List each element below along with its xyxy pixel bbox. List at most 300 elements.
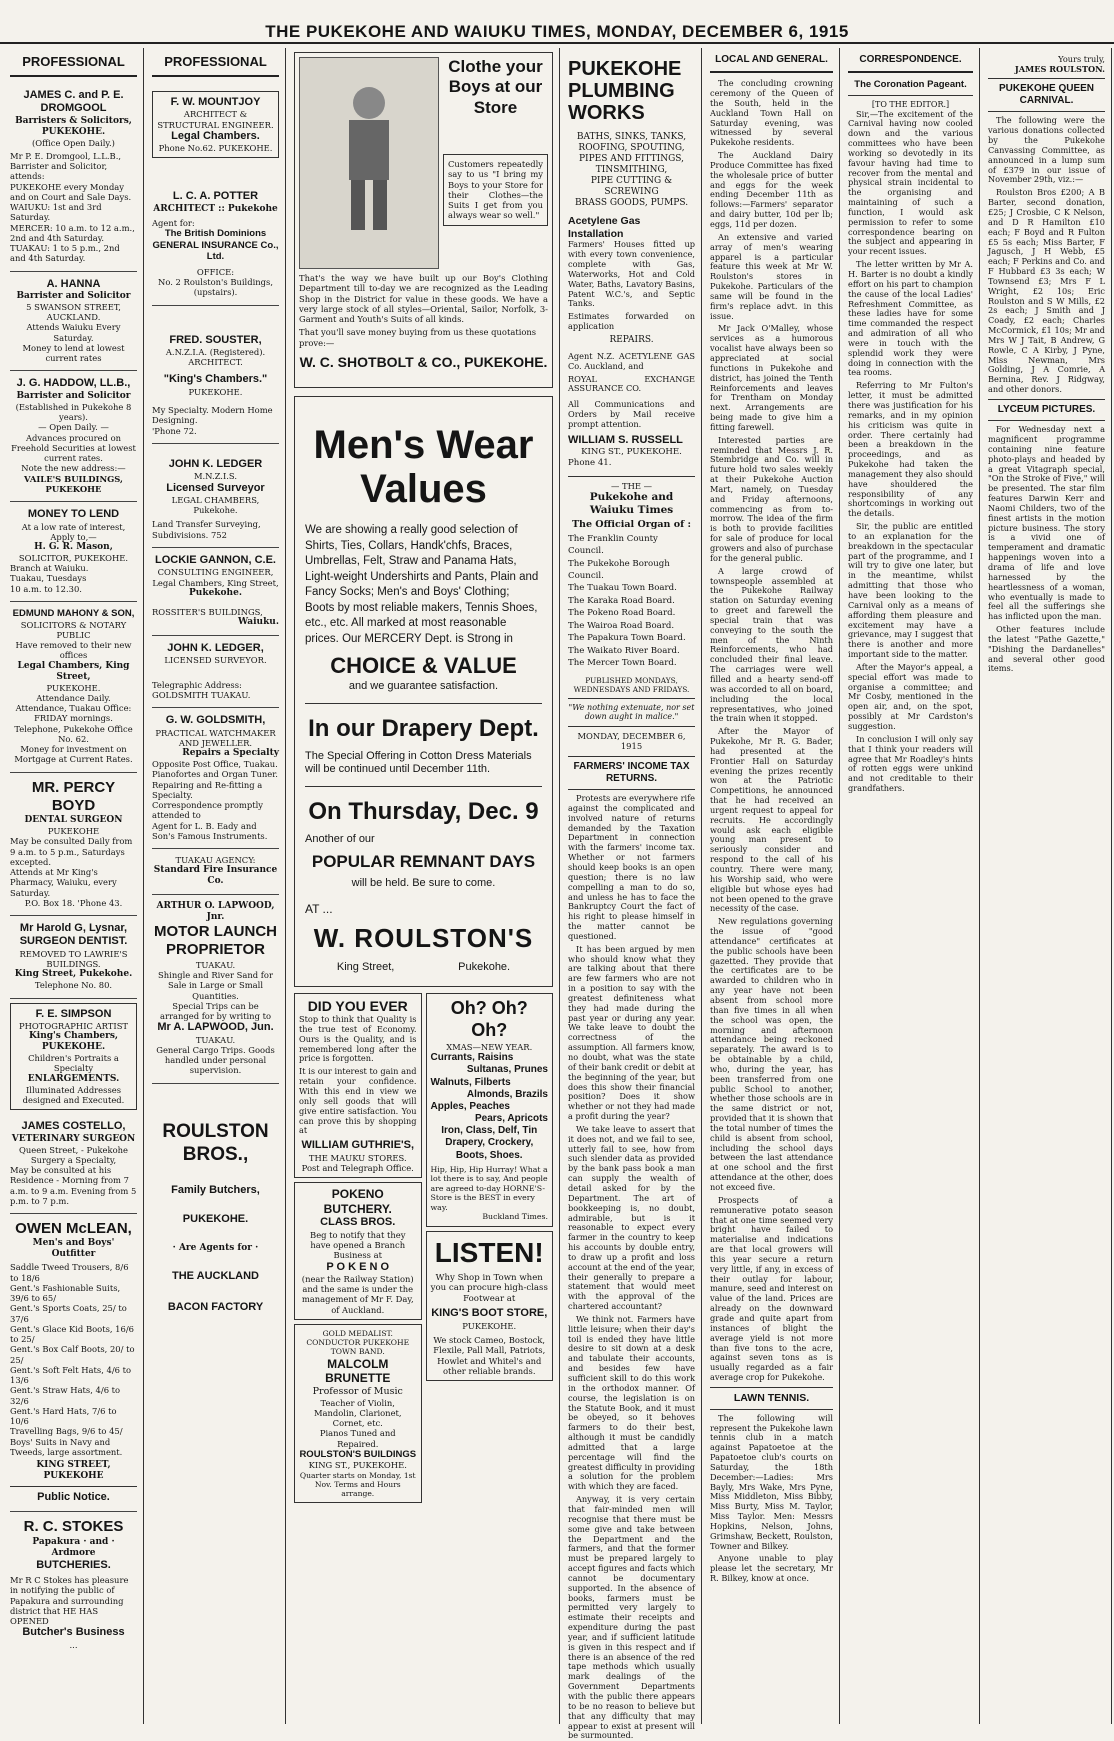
goods-item: Sultanas, Prunes (466, 1064, 548, 1076)
masthead-title: THE PUKEKOHE AND WAIUKU TIMES, MONDAY, DECEMBER 6, 1915 (265, 22, 849, 41)
ad-line: Agent for: (152, 217, 195, 228)
ad-name: Public Notice. (37, 1490, 110, 1503)
ad-body: Another of our (305, 832, 375, 845)
organ-item: The Mercer Town Board. (568, 658, 677, 669)
ad-sub: Licensed Surveyor (166, 481, 265, 494)
ad-line: 5 SWANSON STREET, AUCKLAND. (26, 301, 121, 323)
ad-lapwood (152, 895, 279, 1083)
ad-line: PUKEKOHE (47, 826, 100, 837)
ad-line: Money for investment on Mortgage at Current Rates. (14, 744, 133, 765)
ad-sub: Barristers & Solicitors, (15, 115, 132, 126)
organ-item: The Pokeno Road Board. (568, 608, 676, 619)
ad-body: We are showing a really good selection of Shirts, Ties, Collars, Handk'chfs, Braces, Umbrellas, Felt, Straw and Panama Hats, Light-weight Undershirts and Pants, Plain and Fancy Socks; Men's and Boys' Clothing; Boots by most reliable makers, Tennis Shoes, etc., etc. All marked at most reasonable prices. Our MERCERY Dept. is Strong in (305, 524, 539, 645)
ad-body: That's the way we have built up our Boy's Clothing Department till to-day we are recognized as the Leading Shop in the District for value in these goods. We have a very large stock of all styles—Oriental, Sailor, Norfolk, 3-Garment and Youth's Suits of all kinds. (299, 273, 548, 324)
ad-line: Illuminated Addresses designed and Executed. (22, 1084, 125, 1105)
ad-pokeno (294, 1182, 422, 1320)
ad-line: No. 2 Roulston's Buildings, (upstairs). (158, 277, 273, 298)
ad-line: ARCHITECT. (188, 357, 243, 368)
column-local-general (704, 48, 840, 1724)
ad-line: WAIUKU: 1st and 3rd Saturday. (10, 202, 102, 223)
letter-signature: JAMES ROULSTON. (1014, 64, 1105, 74)
ad-name: F. E. SIMPSON (35, 1007, 112, 1020)
letter-paragraph: Sir, the public are entitled to an explanation for the breakdown in the spectacular part of the programme, and I will try to give one later, but in the meantime, whilst admitting that those who have been looking to the Carnival only as a means of affording them pleasure and excitement may have a grievance, may I suggest that there is another and more important side to the matter. (848, 521, 973, 660)
ad-line: Children's Portraits a Specialty (28, 1053, 119, 1074)
lyceum-paragraph: For Wednesday next a magnificent programme containing nine feature photo-plays and headed by a great Vitagraph special, "On the Stroke of Five," will be presented. The star film features Darwin Kerr and Naomi Childers, two of the finest artists in the motion picture business. The story is a vivid one of temperament and dramatic happenings woven into a drama of life and love harnessed by the heartlessness of a woman, who eventually is made to feel all the sufferings she has inflicted upon the man. (988, 424, 1105, 622)
ad-line: ROOFING, SPOUTING, (578, 142, 685, 153)
ad-line: ARCHITECT & STRUCTURAL ENGINEER. (157, 109, 274, 130)
ad-line: PIPE CUTTING & SCREWING (590, 175, 673, 197)
column-correspondence (842, 48, 980, 1724)
ad-body: All Communications and Orders by Mail receive prompt attention. (568, 399, 695, 429)
ad-sub: P O K E N O (326, 1260, 390, 1273)
price-item: Gent.'s Soft Felt Hats, 4/6 to 13/6 (10, 1364, 132, 1386)
news-paragraph: The following will represent the Pukekohe lawn tennis club in a match against Papatoetoe at the Papatoetoe club's courts on Saturday, the 18th December:—Ladies: Mrs Bayly, Mrs Wake, Mrs Pyne, Miss Middleton, Miss Bibby, Miss Burty, Miss M. Taylor, Miss Taylor. Men: Messrs Hopkins, Nelson, Johns, Grimshaw, Beckett, Roulston, Towner and Bilkey. (710, 1412, 833, 1551)
ad-sub: "King's Chambers." (163, 373, 268, 386)
ad-sub: Papakura · and · Ardmore (32, 1536, 115, 1558)
ad-percy-boyd (10, 773, 137, 917)
news-paragraph: New regulations governing the issue of "good attendance" certificates at the public schools have been gazetted. They provide that the certificates are to be awarded to children who in any year have not been absent from school more than five times in all when the school was open, the morning and afternoon attendance being reckoned separately. The award is to be obtainable by a child, who, during the year, has been transferred from one public School to another, whether those schools are in the same district or not, provided that it is shown that the total number of times the child is absent from school, including the school days between the last attendance at one school and the first attendance at the other, does not exceed five. (710, 916, 833, 1192)
goods-item: Walnuts, Filberts (430, 1076, 511, 1088)
ad-sub: ROULSTON'S BUILDINGS (299, 1448, 417, 1460)
ad-body: The Special Offering in Cotton Dress Materials will be continued until December 11th. (305, 749, 532, 776)
ad-line: Telephone No. 80. (34, 980, 113, 991)
ad-name: G. W. GOLDSMITH, (165, 714, 266, 727)
ad-firm: W. ROULSTON'S (313, 922, 534, 953)
ad-guthrie (294, 993, 422, 1178)
letter-paragraph: After the Mayor's appeal, a special effort was made to organise a committee; and Mr Cosby, mentioned in the open air, and, on the spot, possibly at Mr Cardston's suggestion. (848, 661, 973, 731)
ad-line: Phone No.62. PUKEKOHE. (158, 143, 273, 154)
ad-firm: WILLIAM GUTHRIE'S, (301, 1139, 415, 1152)
section-heading: LAWN TENNIS. (733, 1391, 810, 1404)
ad-line: M.N.Z.I.S. (193, 471, 238, 482)
ad-line: ... (69, 1639, 78, 1650)
editorial-paragraph: Protests are everywhere rife against the complicated and involved nature of returns demanded by the Taxation Department in connection with the farmers' income tax. Whether or not farmers should keep books is an open question; there is no law compelling a man to do so, and unless he has to face the Bankruptcy Court the fact of his right to please himself in the matter cannot be questioned. (568, 793, 695, 941)
ad-line: TUAKAU. (195, 1034, 236, 1045)
organ-item: The Pukekohe Borough Council. (568, 558, 670, 581)
ad-line: Phone 41. (568, 457, 612, 468)
price-list (10, 1262, 137, 1457)
ad-mountjoy (152, 91, 279, 159)
news-paragraph: Mr Jack O'Malley, whose services as a humorous vocalist have always been so appreciated at social functions in Pukekohe and district, has joined the Tenth Reinforcements and leaves for Trentham on Monday next. Arrangements are being made to give him a fitting farewell. (710, 323, 833, 432)
ad-shotbolt (294, 52, 553, 388)
ad-body: Agent N.Z. ACETYLENE GAS Co. Auckland, and (568, 350, 695, 371)
ad-body: Stop to think that Quality is the true test of Economy. Ours is the Quality, and is remembered long after the price is forgotten. (299, 1014, 417, 1064)
news-paragraph: Prospects of a remunerative potato season that at one time seemed very bright have failed to materialise and indications are that local growers will this year secure a return very little, if any, in excess of their outlay for labour, manure, seed and interest on value of the land. Prices are already on the downward grade and quite apart from instances of blight the average yield is not more than five tons to the acre, against seven tons as is usually regarded as a fair average crop for Pukekohe. (710, 1194, 833, 1383)
ad-line: (Office Open Daily.) (32, 137, 115, 148)
ad-name: JOHN K. LEDGER, (167, 642, 264, 654)
column-head: CORRESPONDENCE. (848, 48, 973, 73)
ad-line: TUAKAU AGENCY: (175, 855, 256, 866)
ad-sub: DENTAL SURGEON (24, 815, 123, 826)
ad-headline: In our Drapery Dept. (308, 715, 539, 743)
paper-title: Pukekohe and Waiuku Times (589, 491, 674, 517)
ad-headline: Oh? Oh? Oh? (450, 998, 528, 1040)
ad-sub: H. G. R. Mason, (34, 542, 113, 553)
goods-item: Pears, Apricots (475, 1113, 548, 1125)
ad-headline: On Thursday, Dec. 9 (308, 798, 539, 826)
ad-sub: Butcher's Business (22, 1626, 125, 1639)
ad-sub: Family Butchers, (171, 1184, 260, 1196)
ad-name: F. W. MOUNTJOY (170, 95, 261, 108)
ad-sub: THE AUCKLAND (172, 1269, 259, 1282)
ad-name: OWEN McLEAN, (15, 1220, 132, 1238)
ad-line: KING ST., PUKEKOHE. (308, 1460, 407, 1471)
ad-headline: LISTEN! (434, 1236, 544, 1268)
goods-item: Almonds, Brazils (466, 1088, 548, 1100)
ad-line: My Specialty. Modern Home Designing. (152, 405, 273, 426)
news-paragraph: After the Mayor of Pukekohe, Mr R. G. Bader, had presented at the Frontier Hall on Saturday evening the prizes recently won at the Patriotic Competitions, he announced that he had received an urgent request to appeal for recruits. He accordingly would ask each eligible young man present to seriously consider and respond to the call of his country. There were many, his Worship said, who were eligible but whose eyes had not been opened to the grave necessity of the case. (710, 726, 833, 914)
ad-mahony (10, 602, 137, 773)
column-head: LOCAL AND GENERAL. (710, 48, 833, 73)
ad-potter (152, 164, 279, 305)
ad-line: BATHS, SINKS, TANKS, (576, 132, 687, 142)
ad-simpson (10, 1003, 137, 1111)
ad-line: PUKEKOHE every Monday and on Court and Sale Days. (10, 181, 132, 202)
news-paragraph: Anyone unable to play please let the secretary, Mr R. Bilkey, know at once. (710, 1553, 833, 1584)
ad-body: That you'll save money buying from us these quotations prove:— (299, 327, 537, 348)
column-head: PROFESSIONAL (10, 48, 137, 77)
ad-line: Professor of Music (312, 1385, 403, 1397)
ad-headline: POPULAR REMNANT DAYS (311, 852, 536, 872)
ad-line: TUAKAU. (195, 959, 236, 970)
ad-line: SOLICITOR, PUKEKOHE. (18, 552, 129, 563)
masthead (0, 0, 1114, 44)
ad-firm: W. C. SHOTBOLT & CO., PUKEKOHE. (299, 353, 548, 370)
ad-headline: Values (360, 467, 487, 511)
ad-name: MOTOR LAUNCH PROPRIETOR (153, 923, 278, 959)
motto: "We nothing extenuate, nor set down aught in malice." (568, 702, 695, 722)
column-head: PROFESSIONAL (152, 48, 279, 77)
ad-line: 'Phone 72. (152, 425, 197, 436)
ad-sub: PUKEKOHE. (182, 1213, 249, 1226)
ad-headline: Clothe your Boys at our Store (448, 57, 543, 117)
ad-line: Queen Street, - Pukekohe (19, 1144, 128, 1155)
ad-line: CONSULTING ENGINEER, (157, 567, 274, 578)
ad-brunette (294, 1324, 422, 1503)
organ-item: The Waikato River Board. (568, 645, 680, 656)
ad-line: Special Trips can be arranged for by writing to (159, 1000, 271, 1021)
ad-name: A. HANNA (46, 277, 101, 290)
ad-tuakau-agency (152, 849, 279, 895)
goods-item: Currants, Raisins (430, 1052, 514, 1064)
ad-line: At a low rate of interest, (21, 521, 126, 532)
ad-line: Mr R C Stokes has pleasure in notifying the public of Papakura and surrounding district that HE HAS OPENED (10, 1575, 129, 1626)
ad-goldsmith (152, 708, 279, 849)
ad-headline: Men's Wear (313, 423, 534, 467)
ad-quote: Customers repeatedly say to us "I bring my Boys to your Store for their Clothes—the Suits I get from you always wear so well." (443, 154, 548, 226)
ad-line: Money to lend at lowest current rates (22, 342, 125, 364)
news-paragraph: The Auckland Dairy Produce Committee has fixed the wholesale price of butter and eggs for the week ending December 11th as follows:—Farmers' separator and dairy butter, 10d per lb; eggs, 11d per dozen. (710, 150, 833, 229)
ad-sub: Repairs a Specialty (182, 748, 279, 759)
editorial-paragraph: We think not. Farmers have little leisure; when their day's toil is ended they have little desire to sit down at a desk and tabulate their accounts, and besides few have sufficient skill to do this work in the orthodox manner. Of course, the legislation is on the Statute Book, and it must be obeyed, so it behoves farmers to do their best, although it must be candidly admitted that a large percentage will find the greatest difficulty in providing a solution for the problem with which they are faced. (568, 1313, 695, 1492)
ad-line: XMAS—NEW YEAR. (446, 1041, 533, 1052)
price-item: Travelling Bags, 9/6 to 45/ (10, 1426, 123, 1437)
ad-body: Estimates forwarded on application (568, 311, 695, 332)
ad-gannon (152, 548, 279, 636)
ad-sub: Mr A. LAPWOOD, Jun. (157, 1021, 274, 1034)
price-item: Gent.'s Straw Hats, 4/6 to 32/6 (10, 1385, 121, 1406)
ad-line: May be consulted at his Residence - Morning from 7 a.m. to 9 a.m. Evening from 5 p.m. to 7 p.m. (10, 1165, 137, 1206)
ad-line: Shingle and River Sand for Sale in Large or Small Quantities. (158, 970, 273, 1001)
ad-body: It is our interest to gain and retain your confidence. With this end in view we only sell goods that will give entire satisfaction. You can prove this by shopping at (299, 1066, 417, 1136)
ad-roulston-menswear (294, 396, 553, 987)
price-item: Gent.'s Sports Coats, 25/ to 37/6 (10, 1303, 127, 1324)
price-item: Gent.'s Hard Hats, 7/6 to 10/6 (10, 1405, 117, 1427)
ad-line: PHOTOGRAPHIC ARTIST (18, 1021, 129, 1031)
ad-line: REPAIRS. (609, 334, 654, 345)
ad-sub: Legal Chambers. (171, 129, 260, 142)
ad-address: Pukekohe. (458, 960, 511, 973)
ad-line: May be consulted Daily from 9 a.m. to 5 p.m., Saturdays excepted. (10, 836, 133, 867)
ad-line: Mr P. E. Dromgool, L.L.B., Barrister and Solicitor, attends: (10, 150, 122, 182)
ad-roulston-bros (152, 1084, 279, 1322)
letter-paragraph: Referring to Mr Fulton's letter, it must be admitted there was justification for his remarks, and in my opinion his criticism was quite in order. There certainly had been a breakdown in the proceedings, and as Pukekohe had taken the management they also should have shouldered the responsibility of any shortcomings in working out the details. (848, 380, 973, 519)
ad-name: Mr Harold G, Lysnar, (19, 922, 128, 935)
ad-name: MONEY TO LEND (27, 508, 120, 521)
ad-line: Agent for L. B. Eady and Son's Famous Instruments. (152, 820, 268, 841)
ad-name: MR. PERCY BOYD (31, 778, 116, 814)
ad-line: Beg to notify that they have opened a Branch Business at (310, 1229, 406, 1261)
ad-name: ROULSTON BROS., (162, 1120, 269, 1165)
ad-line: Correspondence promptly attended to (152, 800, 264, 821)
publication-days: PUBLISHED MONDAYS, WEDNESDAYS AND FRIDAYS. (573, 675, 690, 694)
ad-sub: ARTHUR O. LAPWOOD, Jnr. (156, 901, 275, 923)
ad-line: KING ST., PUKEKOHE. (581, 447, 682, 458)
ad-line: VAILE'S BUILDINGS, PUKEKOHE (24, 473, 123, 494)
ad-line: Quarter starts on Monday, 1st Nov. Terms and Hours arrange. (299, 1470, 416, 1499)
letter-paragraph: The letter written by Mr A. H. Barter is no doubt a kindly effort on his part to champion the cause of the local Ladies' Refreshment Committee, as these ladies have for some time commanded the respect and admiration of all who were in touch with the splendid work they were doing in connection with the tea rooms. (848, 259, 973, 378)
organ-item: The Franklin County Council. (568, 533, 658, 557)
ad-line: Post and Telegraph Office. (301, 1162, 414, 1173)
ad-name: MALCOLM BRUNETTE (325, 1356, 391, 1386)
letter-paragraph: Sir,—The excitement of the Carnival having now cooled down and the various committees who have been working so devotedly in its favour having had time to recover from the mental and physical strain incidental to the organising and maintaining of such a function, I would ask permission to refer to some correspondence bearing on the subject and appearing in your recent issues. (848, 108, 973, 257)
ad-line: Surgery a Specialty, (30, 1154, 117, 1165)
ad-line: MERCER: 10 a.m. to 12 a.m., 2nd and 4th Saturday. (10, 222, 135, 243)
ad-ledger (152, 444, 279, 548)
column-professional-1 (4, 48, 144, 1724)
ad-sub: Waiuku. (237, 617, 279, 628)
ad-line: SOLICITORS & NOTARY PUBLIC (20, 619, 127, 640)
ad-line: Legal Chambers, King Street, (152, 577, 279, 588)
ad-costello (10, 1114, 137, 1214)
ad-sub: Acetylene Gas Installation (568, 214, 641, 240)
ad-name: L. C. A. POTTER (172, 190, 259, 203)
organ-item: The Papakura Town Board. (568, 633, 686, 644)
ad-line: TUAKAU: 1 to 5 p.m., 2nd and 4th Saturday. (10, 243, 120, 264)
ad-name: JOHN K. LEDGER (168, 457, 263, 470)
boys-illustration (299, 57, 439, 269)
ad-sub: ARCHITECT :: Pukekohe (153, 203, 278, 214)
ad-line: 10 a.m. to 12.30. (10, 583, 82, 594)
ad-money-to-lend (10, 502, 137, 602)
editorial-paragraph: It has been argued by men who should know what they are talking about that there are few farmers who are not in a position to say with the greatest definiteness what they had made during the past year or during any year. We take leave to doubt the correctness of the assumption. All farmers know, no doubt, what was the state of their bank credit or debit at the beginning of the year, but does this show their financial position? Does it show whether or not they had made a profit during the year? (568, 943, 695, 1122)
ad-line: PUKEKOHE. (46, 682, 101, 693)
ad-line: Have removed to their new offices (15, 640, 132, 661)
ad-line: Telegraphic Address: GOLDSMITH TUAKAU. (152, 679, 251, 700)
ad-sub: SURGEON DENTIST. (19, 935, 128, 948)
ad-firm: KING'S BOOT STORE, (431, 1307, 548, 1320)
news-paragraph: An extensive and varied array of men's wearing apparel is a particular feature this week at Mr W. Roulston's stores in Pukekohe. Particulars of the same will be found in the firm's replace advt. in this issue. (710, 231, 833, 321)
ad-column-left (294, 993, 422, 1503)
ad-headline: POKENO BUTCHERY. (323, 1187, 392, 1216)
goods-item: Iron, Class, Delf, Tin (441, 1125, 538, 1137)
ad-address: King Street, (336, 960, 395, 973)
ad-line: LEGAL CHAMBERS, (171, 494, 260, 505)
ad-dromgool (10, 83, 137, 272)
ad-body: Farmers' Houses fitted up with every town convenience, complete with Gas, Waterworks, Hot and Cold Water, Baths, Lavatory Basins, Patent W.C.'s, and Septic Tanks. (568, 239, 695, 309)
ad-name: R. C. STOKES (23, 1518, 124, 1536)
section-heading: PUKEKOHE QUEEN CARNIVAL. (998, 83, 1094, 107)
organ-item: The Wairoa Road Board. (568, 620, 675, 631)
ad-line: P.O. Box 18. 'Phone 43. (24, 897, 123, 908)
ad-name: JAMES COSTELLO, (21, 1120, 126, 1133)
issue-date: MONDAY, DECEMBER 6, 1915 (577, 731, 686, 752)
ad-name: LOCKIE GANNON, C.E. (154, 553, 276, 566)
ad-line: REMOVED TO LAWRIE'S BUILDINGS. (19, 948, 128, 970)
ad-body: Why Shop in Town when you can procure high-class Footwear at (430, 1273, 548, 1304)
ad-line: Apply to,— (50, 531, 97, 542)
ad-line: Teacher of Violin, Mandolin, Clarionet, Cornet, etc. (313, 1397, 402, 1428)
goods-item: Drapery, Crockery, Boots, Shoes. (445, 1137, 534, 1161)
ad-sub: Barrister and Solicitor (16, 291, 131, 302)
price-item: Saddle Tweed Trousers, 8/6 to 18/6 (10, 1262, 129, 1283)
column-plumbing-editorial (562, 48, 702, 1741)
ad-name: EDMUND MAHONY & SON, (12, 607, 135, 619)
ad-line: Attendance, Tuakau Office: FRIDAY mornings. Telephone, Pukekohe Office No. 62. (14, 703, 133, 744)
goods-item: Apples, Peaches (430, 1100, 510, 1112)
ad-kings-boot-store (426, 1231, 554, 1381)
organ-list (568, 533, 695, 670)
ad-line: PIPES AND FITTINGS, (578, 153, 684, 164)
ad-line: General Cargo Trips. Goods handled under personal supervision. (156, 1044, 275, 1076)
price-item: Gent.'s Fashionable Suits, 39/6 to 65/ (10, 1282, 121, 1304)
ad-sub: Pukekohe. (189, 587, 242, 598)
ad-headline: DID YOU EVER (307, 998, 408, 1014)
ad-headline: PLUMBING (568, 80, 675, 102)
ad-body: and we guarantee satisfaction. (348, 679, 499, 692)
ad-sub: CLASS BROS. (320, 1216, 396, 1229)
ad-plumbing (568, 48, 695, 468)
organ-item: The Tuakau Town Board. (568, 583, 677, 594)
ad-line: (Established in Pukekohe 8 years). (15, 401, 132, 423)
carnival-paragraph: The following were the various donations collected by the Pukekohe Canvassing Committee, as announced in a lump sum of £379 in our issue of November 29th, viz.:— (988, 115, 1105, 185)
ad-line: Attends at Mr King's Pharmacy, Waiuku, every Saturday. (10, 867, 117, 898)
ad-line: A.N.Z.I.A. (Registered). (165, 346, 266, 357)
carnival-paragraph: Roulston Bros £200; A B Barter, second donation, £25; J Crosbie, C K Nelson, and D R Hamilton £10 each; F Boyd and R Fulton £5 5s each; Miss Barter, F Jagusch, J H Webb, £5 each; F Perkins and Co. and F Hubbard £3 3s each; W Townsend £3; Mrs F L Wright, £2 10s; Eric Roulston and S W Mills, £2 2s each; J Smith and J Coady, £2 each; Charles McCormick, £1 10s; Mr and Mrs W J Tait, B Andrew, G Rowle, C A Kirby, J Pyne, Miss Newman, Mrs Golding, J A Comrie, A Bernina, Rev. J Ridgway, and other donors. (988, 187, 1105, 395)
ad-lysnar (10, 916, 137, 999)
ad-sub: BUTCHERIES. (36, 1558, 111, 1571)
price-item: Gent.'s Glace Kid Boots, 16/6 to 25/ (10, 1323, 134, 1345)
ad-stokes (10, 1512, 137, 1657)
ad-headline: PUKEKOHE (568, 58, 682, 80)
ad-sub: Standard Fire Insurance Co. (153, 865, 278, 887)
ad-body: AT ... (305, 902, 333, 917)
ad-line: Branch at Waiuku. (10, 563, 89, 574)
ad-sub: Legal Chambers, King Street, (17, 660, 130, 682)
ad-line: Opposite Post Office, Tuakau. (152, 759, 278, 770)
official-organ (568, 481, 695, 790)
ad-column-right (426, 993, 554, 1503)
ad-line: PRACTICAL WATCHMAKER AND JEWELLER. (155, 727, 276, 748)
ad-body: We stock Cameo, Bostock, Flexile, Pall Mall, Patriots, Howlet and Whitel's and other reliable brands. (433, 1335, 546, 1376)
ad-line: OFFICE: (196, 266, 235, 277)
ad-line: Attendance Daily. (36, 692, 111, 703)
section-heading: LYCEUM PICTURES. (997, 404, 1096, 415)
ad-hanna (10, 272, 137, 372)
ad-sub: King Street, Pukekohe. (14, 969, 133, 980)
ad-name: WILLIAM S. RUSSELL (568, 433, 683, 446)
ad-line: Pukekohe. (193, 505, 238, 516)
ad-sub: Barrister and Solicitor (16, 390, 131, 401)
news-paragraph: The concluding crowning ceremony of the Queen of the South, held in the Auckland Town Hall on Saturday evening, was witnessed by several Pukekohe residents. (710, 78, 833, 148)
ad-line: BRASS GOODS, PUMPS. (574, 197, 689, 208)
ad-sub: ENLARGEMENTS. (27, 1073, 120, 1084)
editorial-body (568, 794, 695, 1741)
ad-line: Advances procured on Freehold Securities at lowest current rates. (11, 432, 136, 464)
ad-line: PUKEKOHE. (188, 386, 243, 397)
organ-item: The Karaka Road Board. (568, 595, 675, 606)
editorial-title: FARMERS' INCOME TAX RETURNS. (573, 760, 690, 784)
column-ads (288, 48, 560, 1724)
ad-line: Pianos Tuned and Repaired. (319, 1428, 396, 1449)
ad-line: Pianofortes and Organ Tuner. Repairing and Re-fitting a Specialty. (152, 769, 278, 800)
ad-sub: King's Chambers, (28, 1031, 119, 1042)
letter-title: The Coronation Pageant. (854, 79, 967, 91)
ad-line: Tuakau, Tuesdays (10, 573, 87, 584)
ad-headline: WORKS (568, 102, 645, 124)
ad-name: JAMES C. and P. E. DROMGOOL (23, 88, 124, 115)
ad-horne (426, 993, 554, 1227)
letter-signoff: Yours truly, (1058, 54, 1105, 64)
ad-owen-mclean (10, 1214, 137, 1512)
organ-label: The Official Organ of : (571, 519, 691, 531)
lyceum-paragraph: Other features include the latest "Pathe Gazette," "Dishing the Dardanelles" and several other good items. (988, 624, 1105, 674)
ad-line: ROSSITER'S BUILDINGS, (152, 606, 263, 617)
news-paragraph: Interested parties are reminded that Messrs J. R. Stembridge and Co. will in future hold two sales weekly at their Pukekohe Auction Mart, namely, on Tuesday and Friday afternoons, commencing as from to-morrow. The idea of the firm is both to provide facilities for sale of produce for local growers and also of purchase for the general public. (710, 434, 833, 563)
news-paragraph: A large crowd of townspeople assembled at the Pukekohe Railway station on Saturday evening to greet and farewell the special train that was conveying to the south the men of the Ninth Reinforcements, who had concluded their final leave. The carriages were well filled and a hearty send-off was accorded to all on board, including the local representatives, who joined the train when it stopped. (710, 565, 833, 724)
ad-body: Hip, Hip, Hip Hurray! What a lot there is to say, And people are agreed to-day HORNE'S-Store is the BEST in every way. (430, 1164, 548, 1212)
ad-line: — Open Daily. — (38, 422, 109, 433)
ad-line: Note the new address:— (21, 463, 126, 474)
ad-line: (near the Railway Station) and the same is under the management of Mr F. Day, of Auckland. (301, 1273, 414, 1315)
ad-souster (152, 306, 279, 444)
column-carnival-lyceum (982, 48, 1112, 1724)
the-label: — THE — (610, 481, 653, 492)
ad-haddow (10, 371, 137, 502)
ad-ledger-2 (152, 636, 279, 708)
ad-name: J. G. HADDOW, LL.B., (16, 377, 131, 390)
ad-body: will be held. Be sure to come. (351, 876, 496, 889)
ad-headline: CHOICE & VALUE (330, 653, 517, 679)
ad-sub: · Are Agents for · (172, 1242, 259, 1253)
editorial-paragraph: We take leave to assert that it does not, and we fail to see, utterly fail to see, how from such slender data as provided by the bank pass book a man can supply the wealth of detail asked for by the Department. The art of bookkeeping is, no doubt, admirable, but is it reasonable to expect every farmer in the country to keep his accounts by double entry, to draw up a profit and loss account at the end of the year, their generally to prepare a statement that would meet with the approval of the chartered accountant? (568, 1123, 695, 1312)
ad-line: Attends Waiuku Every Saturday. (26, 322, 121, 343)
ad-body: ROYAL EXCHANGE ASSURANCE CO. (568, 373, 695, 394)
price-item: Boys' Suits in Navy and Tweeds, large assortment. (10, 1436, 123, 1457)
ad-name: FRED. SOUSTER, (169, 333, 262, 346)
ad-line: THE MAUKU STORES. (308, 1152, 407, 1163)
ad-line: Buckland Times. (482, 1212, 548, 1222)
letter-to: [TO THE EDITOR.] (871, 99, 950, 109)
ad-sub: PUKEKOHE. (41, 1042, 106, 1053)
ad-line: PUKEKOHE. (462, 1320, 517, 1331)
price-item: Gent.'s Box Calf Boots, 20/ to 25/ (10, 1344, 135, 1365)
ad-line: TINSMITHING, (595, 164, 668, 175)
ad-line: LICENSED SURVEYOR. (164, 655, 267, 666)
letter-paragraph: In conclusion I will only say that I think your readers will agree that Mr Roadley's hints of rotten eggs were unkind and not creditable to their grandfathers. (848, 733, 973, 794)
editorial-paragraph: Anyway, it is very certain that fair-minded men will recognise that there must be some give and take between the Department and the farmers, and that the former must be prepared largely to accept figures and facts which cannot be documentary supported. In the absence of books, farmers must be permitted very largely to estimate their receipts and expenditure during the past year, and if sufficient latitude is given in this respect and if there is an absence of the red tape methods which usually mark dealings of the Government Departments with the public there appears to be no reason to believe but that any difficulty that may appear to exist at present will be surmounted. (568, 1494, 695, 1741)
ad-line: CONDUCTOR PUKEKOHE TOWN BAND. (306, 1338, 410, 1357)
